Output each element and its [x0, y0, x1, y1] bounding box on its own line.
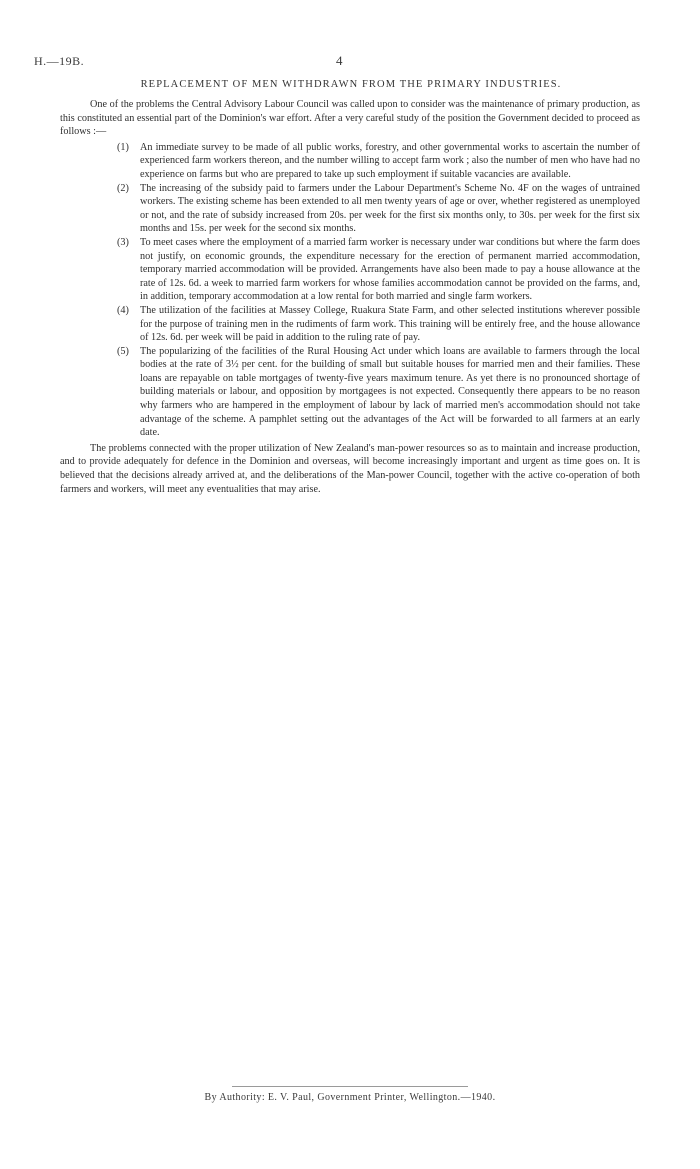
item-number: (3): [117, 236, 129, 248]
item-number: (2): [117, 182, 129, 194]
item-text: The utilization of the facilities at Massey College, Ruakura State Farm, and other selected institutions wherever possible for the purpose of training men in the rudiments of farm work. This training will be entirely free, and the house allowance of 12s. 6d. per week will be paid in addition to the ruling rate of pay.: [140, 304, 640, 344]
item-text: An immediate survey to be made of all public works, forestry, and other governmental works to ascertain the number of experienced farm workers thereon, and the number willing to accept farm work ; also the number of men who have had no experience on farms but who are prepared to take up such employment if suitable vacancies are available.: [140, 141, 640, 180]
section-title: REPLACEMENT OF MEN WITHDRAWN FROM THE PRIMARY INDUSTRIES.: [140, 79, 562, 90]
page-number: 4: [336, 53, 343, 68]
item-text: The popularizing of the facilities of the Rural Housing Act under which loans are available to farmers through the local bodies at the rate of 3½ per cent. for the building of small but suitable houses for married men and their families. These loans are repayable on table mortgages of twenty-five years maximum tenure. As yet there is no pronounced shortage of building materials or labour, and opposition by mortgagees is not expected. Consequently there appears to be no reason why farmers who are hampered in the employment of labour by lack of married men's accommodation should not take advantage of the scheme. A pamphlet setting out the advantages of the Act will be forwarded to all farmers at an early date.: [140, 345, 640, 439]
item-text: The increasing of the subsidy paid to farmers under the Labour Department's Scheme No. 4F on the wages of untrained workers. The existing scheme has been extended to all men twenty years of age or over, whether registered as unemployed or not, and the rate of subsidy increased from 20s. per week for the first six months only, to 30s. per week for the first six months and 15s. per week for the second six months.: [140, 182, 640, 235]
list-item: [60, 345, 640, 440]
document-reference: H.—19B.: [34, 54, 85, 68]
list-item: [60, 236, 640, 304]
item-number: (5): [117, 345, 129, 357]
item-number: (1): [117, 141, 129, 153]
list-item: [60, 182, 640, 236]
item-number: (4): [117, 304, 129, 316]
body-text: [60, 98, 640, 496]
intro-paragraph: One of the problems the Central Advisory Labour Council was called upon to consider was the maintenance of primary production, as this constituted an essential part of the Dominion's war effort. After a very careful study of the position the Government decided to proceed as follows :—: [60, 99, 640, 138]
closing-paragraph: The problems connected with the proper utilization of New Zealand's man-power resources so as to maintain and increase production, and to provide adequately for defence in the Dominion and overseas, will become increasingly important and urgent as time goes on. It is believed that the decisions already arrived at, and the deliberations of the Man-power Council, together with the active co-operation of both farmers and workers, will meet any eventualities that may arise.: [60, 442, 640, 495]
list-item: [60, 141, 640, 182]
printer-imprint: By Authority: E. V. Paul, Government Printer, Wellington.—1940.: [204, 1092, 496, 1103]
measures-list: [60, 141, 640, 440]
footer-divider: [232, 1086, 468, 1087]
list-item: [60, 304, 640, 345]
item-text: To meet cases where the employment of a married farm worker is necessary under war conditions but where the farm does not justify, on economic grounds, the expenditure necessary for the erection of permanent married accommodation, temporary married accommodation will be provided. Arrangements have also been made to pay a house allowance at the rate of 12s. 6d. a week to married farm workers for whose families accommodation cannot be provided on the farms, and, in addition, temporary accommodation at a low rental for both married and single farm workers.: [140, 236, 640, 303]
